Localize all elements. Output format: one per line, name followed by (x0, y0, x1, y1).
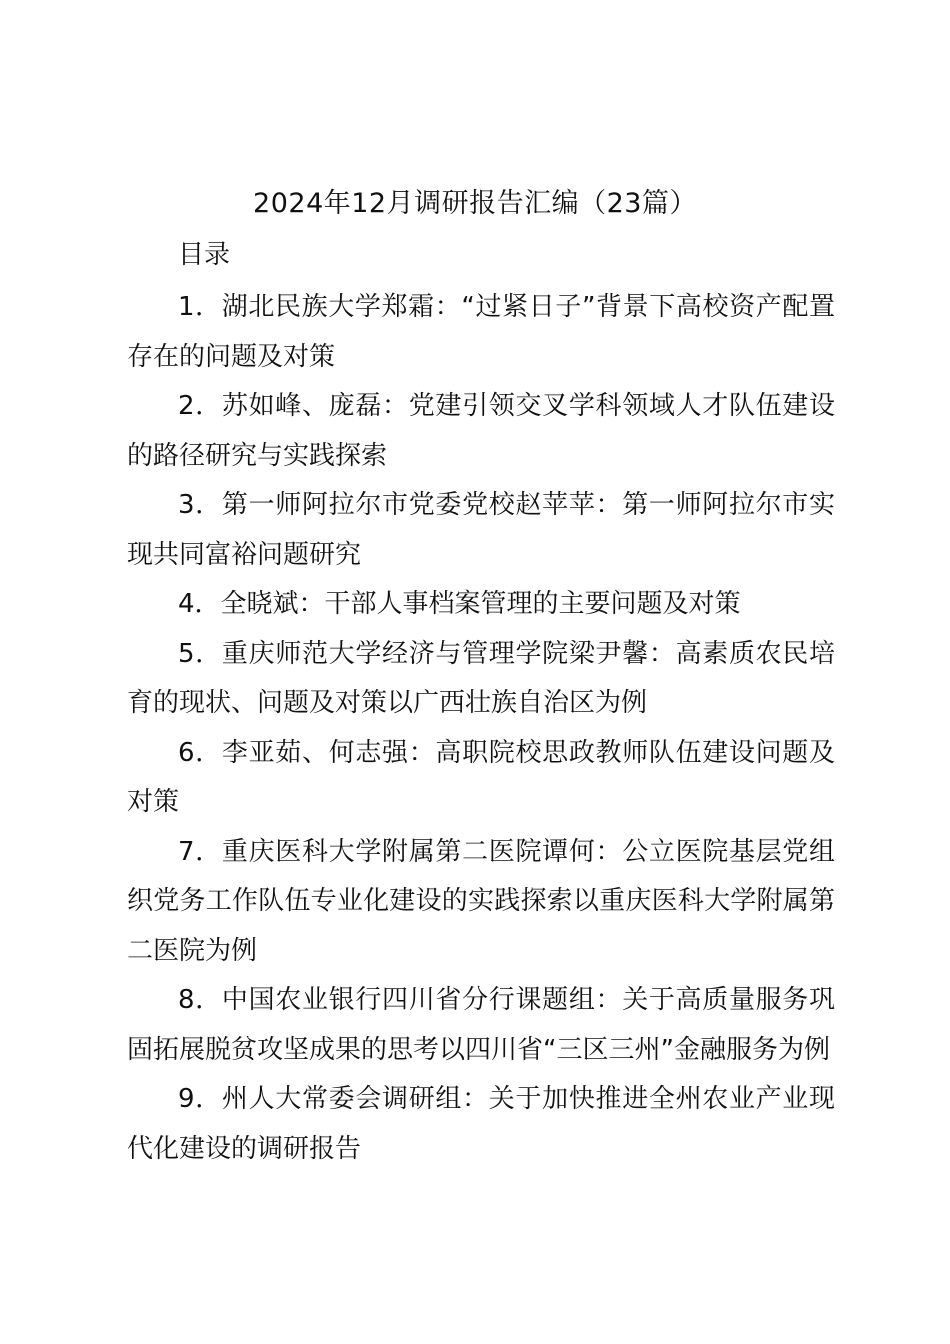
toc-item: 2．苏如峰、庞磊：党建引领交叉学科领域人才队伍建设的路径研究与实践探索 (127, 391, 835, 471)
toc-item: 6．李亚茹、何志强：高职院校思政教师队伍建设问题及对策 (127, 737, 835, 817)
toc-label: 目录 (178, 240, 231, 270)
toc-item: 1．湖北民族大学郑霜：“过紧日子”背景下高校资产配置存在的问题及对策 (127, 292, 835, 372)
toc-item: 3．第一师阿拉尔市党委党校赵苹苹：第一师阿拉尔市实现共同富裕问题研究 (127, 490, 835, 570)
toc-item: 4．全晓斌：干部人事档案管理的主要问题及对策 (178, 589, 741, 619)
toc-item: 9．州人大常委会调研组：关于加快推进全州农业产业现代化建设的调研报告 (127, 1084, 835, 1164)
table-of-contents (127, 283, 835, 1174)
toc-item: 7．重庆医科大学附属第二医院谭何：公立医院基层党组织党务工作队伍专业化建设的实践探索以重庆医科大学附属第二医院为例 (127, 836, 835, 966)
toc-item: 5．重庆师范大学经济与管理学院梁尹馨：高素质农民培育的现状、问题及对策以广西壮族自治区为例 (127, 638, 835, 718)
document-title: 2024年12月调研报告汇编（23篇） (253, 188, 697, 219)
toc-item: 8．中国农业银行四川省分行课题组：关于高质量服务巩固拓展脱贫攻坚成果的思考以四川省“三区三州”金融服务为例 (127, 985, 835, 1065)
